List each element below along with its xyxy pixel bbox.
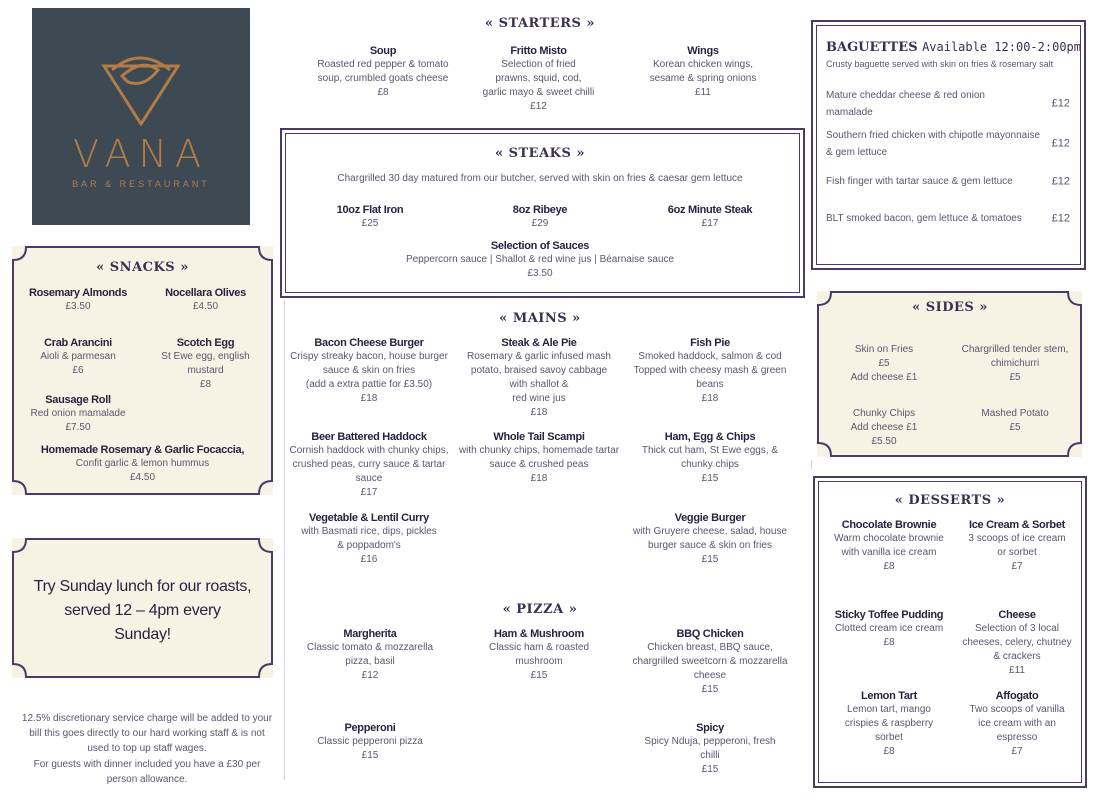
- dessert-item: Ice Cream & Sorbet 3 scoops of ice cream or sorbet £7: [968, 519, 1066, 572]
- baguette-item: Mature cheddar cheese & red onion mamalade £12: [826, 90, 1070, 118]
- column-divider: [811, 460, 812, 470]
- main-item: Veggie Burger with Gruyere cheese, salad, house burger sauce & skin on fries £15: [633, 512, 787, 565]
- baguettes-intro: Crusty baguette served with skin on fries & rosemary salt: [826, 59, 1054, 69]
- snack-item: Homemade Rosemary & Garlic Focaccia, Confit garlic & lemon hummus £4.50: [40, 444, 245, 483]
- steaks-title: « STEAKS »: [494, 146, 586, 161]
- side-item: Chargrilled tender stem, chimichurri £5: [961, 344, 1069, 383]
- baguette-item: BLT smoked bacon, gem lettuce & tomatoes £12: [826, 212, 1070, 224]
- main-item: Steak & Ale Pie Rosemary & garlic infused mash potato, braised savoy cabbage with shallot & red wine jus £18: [467, 337, 611, 418]
- main-item: Beer Battered Haddock Cornish haddock with chunky chips, crushed peas, curry sauce & tartar sauce £17: [289, 431, 449, 498]
- snack-item: Scotch Egg St Ewe egg, english mustard £8: [161, 337, 250, 390]
- column-divider: [284, 300, 285, 780]
- dessert-item: Lemon Tart Lemon tart, mango crispies & raspberry sorbet £8: [844, 690, 934, 757]
- vana-logo: [32, 8, 250, 225]
- sides-title: « SIDES »: [912, 300, 988, 315]
- main-item: Vegetable & Lentil Curry with Basmati rice, dips, pickles & poppadom's £16: [301, 512, 437, 565]
- main-item: Ham, Egg & Chips Thick cut ham, St Ewe eggs, & chunky chips £15: [641, 431, 779, 484]
- steaks-intro: Chargrilled 30 day matured from our butcher, served with skin on fries & caesar gem lettuce: [337, 173, 743, 184]
- dessert-item: Cheese Selection of 3 local cheeses, celery, chutney & crackers £11: [962, 609, 1072, 676]
- service-charge-note: 12.5% discretionary service charge will be added to your bill this goes directly to our hard working staff & is not used to top up staff wages.: [21, 713, 273, 754]
- sunday-lunch-text: Try Sunday lunch for our roasts, served 12 – 4pm every Sunday!: [33, 578, 252, 643]
- pizza-item: Pepperoni Classic pepperoni pizza £15: [317, 722, 423, 761]
- snack-item: Crab Arancini Aioli & parmesan £6: [40, 337, 116, 376]
- side-item: Chunky Chips Add cheese £1 £5.50: [850, 408, 918, 447]
- allowance-note: For guests with dinner included you have a £30 per person allowance.: [33, 759, 261, 785]
- dessert-item: Affogato Two scoops of vanilla ice cream with an espresso £7: [969, 690, 1065, 757]
- baguette-item: Fish finger with tartar sauce & gem lettuce £12: [826, 175, 1070, 187]
- pizza-title: « PIZZA »: [502, 602, 578, 617]
- baguettes-heading: BAGUETTES Available 12:00-2:00pm: [826, 40, 1082, 55]
- starter-item: Wings Korean chicken wings, sesame & spring onions £11: [649, 45, 757, 98]
- steak-item: 8oz Ribeye £29: [512, 204, 568, 229]
- starter-item: Fritto Misto Selection of fried prawns, squid, cod, garlic mayo & sweet chilli £12: [482, 45, 595, 112]
- main-item: Whole Tail Scampi with chunky chips, homemade tartar sauce & crushed peas £18: [458, 431, 620, 484]
- baguette-item: Southern fried chicken with chipotle mayonnaise & gem lettuce £12: [826, 130, 1070, 158]
- pizza-item: Ham & Mushroom Classic ham & roasted mushroom £15: [488, 628, 590, 681]
- steak-item: 10oz Flat Iron £25: [336, 204, 404, 229]
- steak-item: 6oz Minute Steak £17: [667, 204, 753, 229]
- starters-title: « STARTERS »: [484, 16, 596, 31]
- dessert-item: Chocolate Brownie Warm chocolate brownie with vanilla ice cream £8: [834, 519, 944, 572]
- dessert-item: Sticky Toffee Pudding Clotted cream ice cream £8: [834, 609, 944, 648]
- snack-item: Sausage Roll Red onion mamalade £7.50: [30, 394, 126, 433]
- sauces-block: Selection of Sauces Peppercorn sauce | Shallot & red wine jus | Béarnaise sauce £3.50: [405, 240, 675, 279]
- logo-subtitle: BAR & RESTAURANT: [72, 179, 210, 189]
- snack-item: Nocellara Olives £4.50: [165, 287, 246, 312]
- snacks-title: « SNACKS »: [96, 260, 189, 275]
- pizza-item: BBQ Chicken Chicken breast, BBQ sauce, chargrilled sweetcorn & mozzarella cheese £15: [632, 628, 788, 695]
- desserts-title: « DESSERTS »: [894, 493, 1006, 508]
- leaf-emblem-icon: [100, 52, 182, 126]
- logo-brand: VANA: [73, 132, 209, 176]
- pizza-item: Margherita Classic tomato & mozzarella pizza, basil £12: [306, 628, 434, 681]
- side-item: Skin on Fries £5 Add cheese £1: [850, 344, 918, 383]
- snack-item: Rosemary Almonds £3.50: [28, 287, 128, 312]
- starter-item: Soup Roasted red pepper & tomato soup, crumbled goats cheese £8: [317, 45, 449, 98]
- mains-title: « MAINS »: [499, 311, 581, 326]
- side-item: Mashed Potato £5: [981, 408, 1049, 433]
- pizza-item: Spicy Spicy Nduja, pepperoni, fresh chilli £15: [644, 722, 776, 775]
- main-item: Bacon Cheese Burger Crispy streaky bacon, house burger sauce & skin on fries (add a extra pattie for £3.50) £18: [290, 337, 448, 404]
- main-item: Fish Pie Smoked haddock, salmon & cod Topped with cheesy mash & green beans £18: [633, 337, 787, 404]
